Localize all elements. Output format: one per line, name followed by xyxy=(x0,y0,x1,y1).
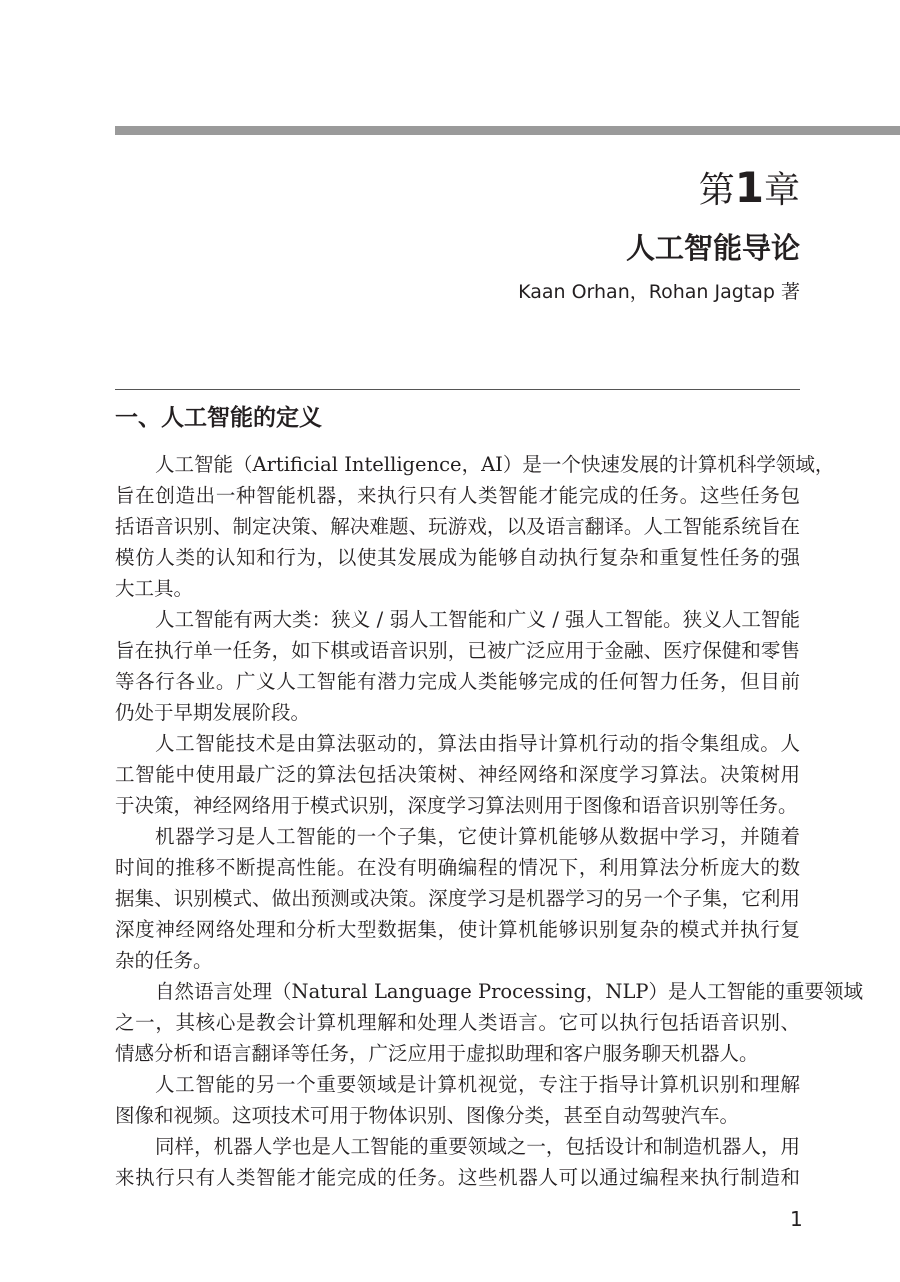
text-line: 时间的推移不断提高性能。在没有明确编程的情况下，利用算法分析庞大的数 xyxy=(115,856,800,879)
chapter-suffix: 章 xyxy=(763,170,800,211)
text-line: 人工智能技术是由算法驱动的，算法由指导计算机行动的指令集组成。人 xyxy=(155,732,800,755)
text-line: 人工智能有两大类：狭义 / 弱人工智能和广义 / 强人工智能。狭义人工智能 xyxy=(155,608,800,631)
text-line: 大工具。 xyxy=(115,577,194,600)
text-line: 据集、识别模式、做出预测或决策。深度学习是机器学习的另一个子集，它利用 xyxy=(115,887,800,910)
text-line: 人工智能的另一个重要领域是计算机视觉，专注于指导计算机识别和理解 xyxy=(155,1073,800,1096)
text-line: 图像和视频。这项技术可用于物体识别、图像分类，甚至自动驾驶汽车。 xyxy=(115,1104,740,1127)
page-number: 1 xyxy=(790,1207,803,1231)
text-line: 情感分析和语言翻译等任务，广泛应用于虚拟助理和客户服务聊天机器人。 xyxy=(115,1042,759,1065)
section-heading: 一、人工智能的定义 xyxy=(115,405,322,431)
paragraph xyxy=(115,1069,800,1131)
text-line: 同样，机器人学也是人工智能的重要领域之一，包括设计和制造机器人，用 xyxy=(155,1135,800,1158)
text-line: 旨在创造出一种智能机器，来执行只有人类智能才能完成的任务。这些任务包 xyxy=(115,484,800,507)
text-line: 杂的任务。 xyxy=(115,949,213,972)
paragraph xyxy=(115,728,800,821)
text-line: 自然语言处理（Natural Language Processing，NLP）是人工智能的重要领域 xyxy=(155,980,864,1003)
body-text xyxy=(115,449,864,1193)
chapter-top-bar xyxy=(115,126,900,135)
chapter-authors: Kaan Orhan，Rohan Jagtap 著 xyxy=(518,281,800,303)
text-line: 深度神经网络处理和分析大型数据集，使计算机能够识别复杂的模式并执行复 xyxy=(115,918,800,941)
text-line: 之一，其核心是教会计算机理解和处理人类语言。它可以执行包括语音识别、 xyxy=(115,1011,800,1034)
chapter-title: 人工智能导论 xyxy=(625,231,800,265)
paragraph xyxy=(115,604,800,728)
text-line: 工智能中使用最广泛的算法包括决策树、神经网络和深度学习算法。决策树用 xyxy=(115,763,800,786)
text-line: 仍处于早期发展阶段。 xyxy=(115,701,311,724)
text-line: 旨在执行单一任务，如下棋或语音识别，已被广泛应用于金融、医疗保健和零售 xyxy=(115,639,800,662)
text-line: 人工智能（Artificial Intelligence，AI）是一个快速发展的计算机科学领域， xyxy=(155,453,835,476)
text-line: 于决策，神经网络用于模式识别，深度学习算法则用于图像和语音识别等任务。 xyxy=(115,794,798,817)
text-line: 括语音识别、制定决策、解决难题、玩游戏，以及语言翻译。人工智能系统旨在 xyxy=(115,515,800,538)
text-line: 等各行各业。广义人工智能有潜力完成人类能够完成的任何智力任务，但目前 xyxy=(115,670,800,693)
text-line: 来执行只有人类智能才能完成的任务。这些机器人可以通过编程来执行制造和 xyxy=(115,1166,800,1189)
text-line: 机器学习是人工智能的一个子集，它使计算机能够从数据中学习，并随着 xyxy=(155,825,800,848)
chapter-digit: 1 xyxy=(734,163,764,212)
paragraph xyxy=(115,1131,800,1193)
paragraph xyxy=(115,976,864,1069)
chapter-prefix: 第 xyxy=(698,170,735,211)
chapter-number xyxy=(699,162,800,213)
paragraph xyxy=(115,449,835,604)
section-divider xyxy=(115,389,800,390)
paragraph xyxy=(115,821,800,976)
text-line: 模仿人类的认知和行为，以使其发展成为能够自动执行复杂和重复性任务的强 xyxy=(115,546,800,569)
